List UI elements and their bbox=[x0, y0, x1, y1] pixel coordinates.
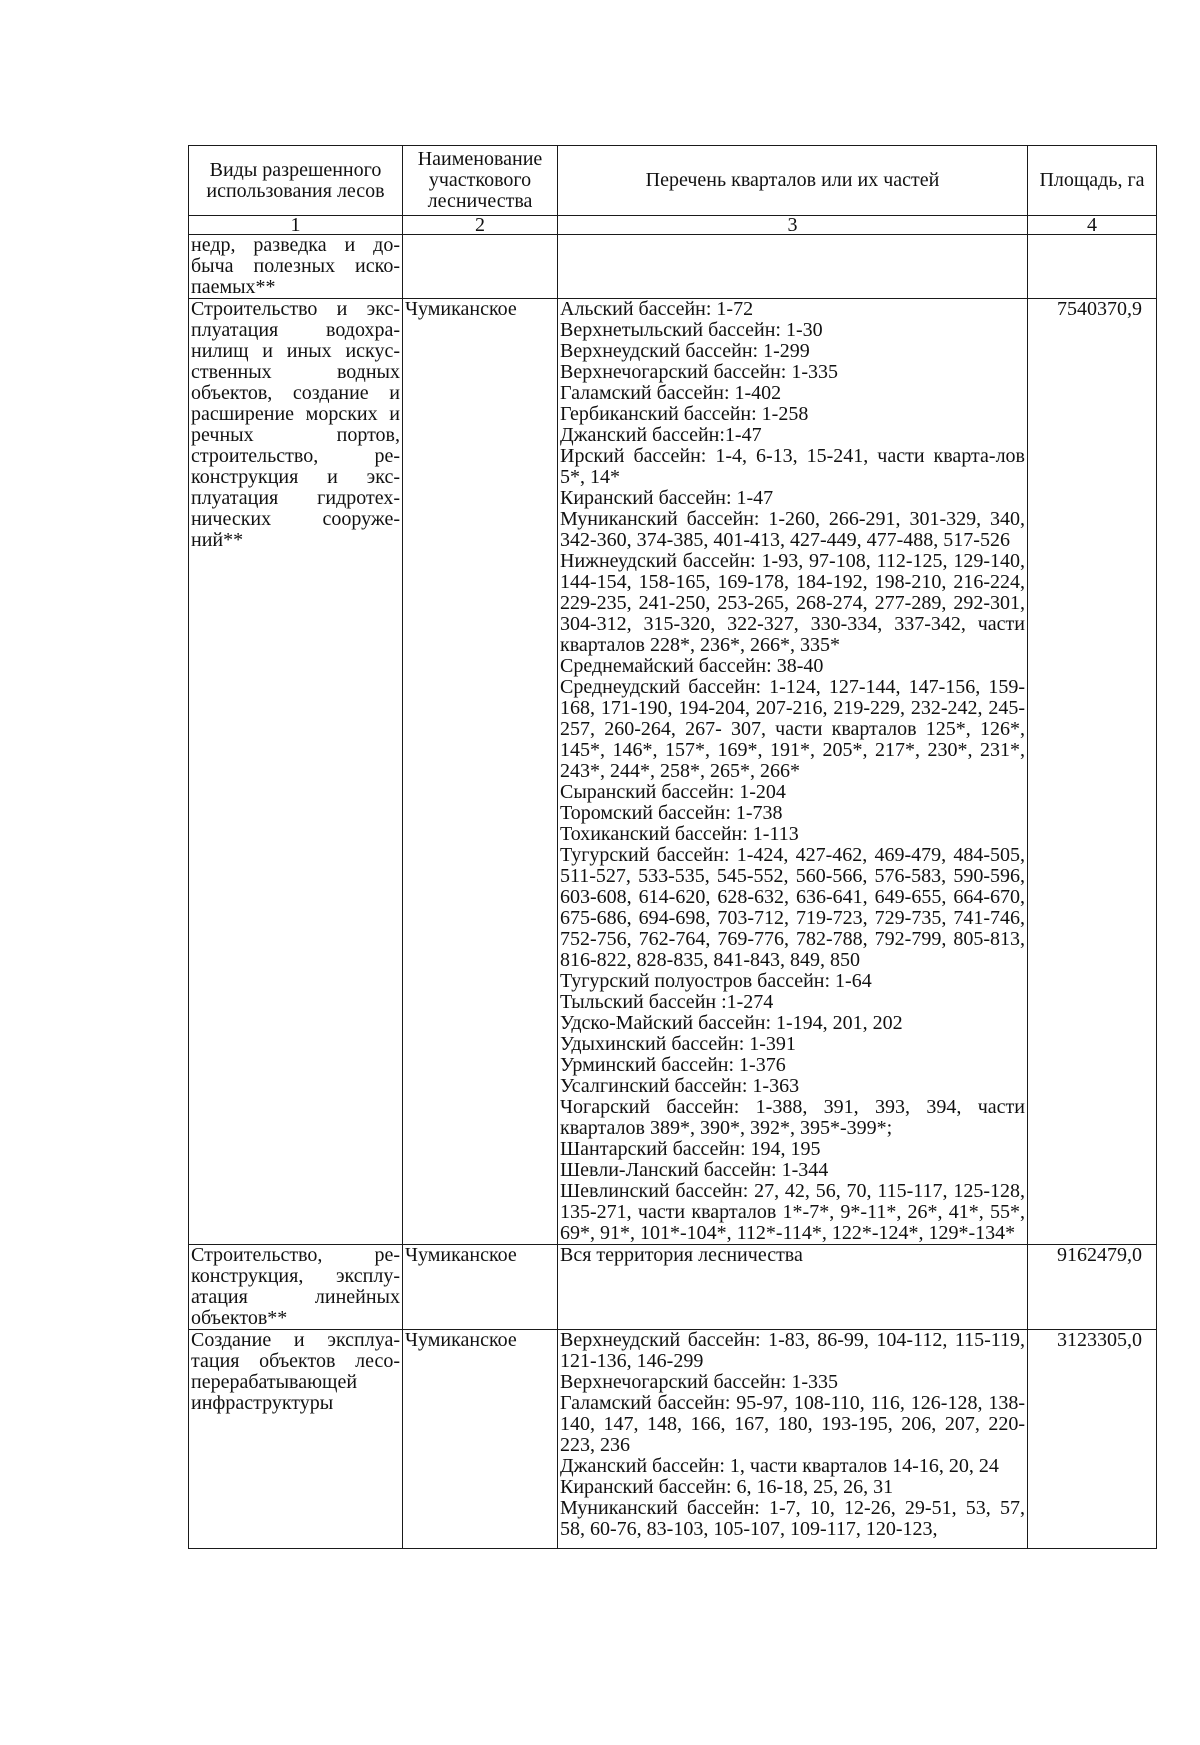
quarter-entry: Усалгинский бассейн: 1-363 bbox=[560, 1075, 800, 1097]
column-number: 3 bbox=[558, 216, 1028, 235]
use-type-cell: Строительство, ре-конструкция, эксплу-атация линейных объектов** bbox=[189, 1245, 403, 1330]
quarter-entry: Галамский бассейн: 1-402 bbox=[560, 382, 782, 404]
column-number: 1 bbox=[189, 216, 403, 235]
quarter-entry: Муниканский бассейн: 1-260, 266-291, 301-329, 340, 342-360, 374-385, 401-413, 427-449, 477-488, 517-526 bbox=[560, 508, 1025, 551]
use-type-cell: недр, разведка и до-быча полезных иско-паемых** bbox=[189, 235, 403, 299]
quarter-entry: Джанский бассейн:1-47 bbox=[560, 424, 762, 446]
forestry-cell: Чумиканское bbox=[403, 1330, 558, 1549]
quarter-entry: Верхнеудский бассейн: 1-83, 86-99, 104-112, 115-119, 121-136, 146-299 bbox=[560, 1329, 1025, 1372]
forest-use-table bbox=[188, 145, 1157, 1549]
table-row bbox=[189, 1330, 1157, 1549]
column-number: 2 bbox=[403, 216, 558, 235]
quarter-entry: Киранский бассейн: 1-47 bbox=[560, 487, 774, 509]
quarter-entry: Муниканский бассейн: 1-7, 10, 12-26, 29-51, 53, 57, 58, 60-76, 83-103, 105-107, 109-117, 120-123, bbox=[560, 1497, 1025, 1540]
quarter-entry: Удско-Майский бассейн: 1-194, 201, 202 bbox=[560, 1012, 903, 1034]
forestry-cell: Чумиканское bbox=[403, 1245, 558, 1330]
quarter-entry: Чогарский бассейн: 1-388, 391, 393, 394, части кварталов 389*, 390*, 392*, 395*-399*; bbox=[560, 1096, 1025, 1139]
quarter-entry: Шантарский бассейн: 194, 195 bbox=[560, 1138, 821, 1160]
quarter-entry: Нижнеудский бассейн: 1-93, 97-108, 112-125, 129-140, 144-154, 158-165, 169-178, 184-192, 198-210, 216-224, 229-235, 241-250, 253-265, 268-274, 277-289, 292-301, 304-312, 315-320, 322-327, 330-334, 337-342, части кварталов 228*, 236*, 266*, 335* bbox=[560, 550, 1025, 656]
quarters-cell bbox=[558, 299, 1028, 1245]
quarter-entry: Ирский бассейн: 1-4, 6-13, 15-241, части кварта-лов 5*, 14* bbox=[560, 445, 1025, 488]
quarter-entry: Верхнечогарский бассейн: 1-335 bbox=[560, 361, 838, 383]
header-quarters: Перечень кварталов или их частей bbox=[558, 146, 1028, 216]
quarter-entry: Сыранский бассейн: 1-204 bbox=[560, 781, 786, 803]
area-cell: 3123305,0 bbox=[1028, 1330, 1157, 1549]
quarter-entry: Урминский бассейн: 1-376 bbox=[560, 1054, 786, 1076]
quarter-entry: Шевлинский бассейн: 27, 42, 56, 70, 115-117, 125-128, 135-271, части кварталов 1*-7*, 9*-11*, 26*, 41*, 55*, 69*, 91*, 101*-104*, 112*-114*, 122*-124*, 129*-134* bbox=[560, 1180, 1025, 1244]
use-type-cell: Строительство и экс-плуатация водохра-нилищ и иных искус-ственных водных объектов, создание и расширение морских и речных портов, строительство, ре-конструкция и экс-плуатация гидротех-нических сооруже-ний** bbox=[189, 299, 403, 1245]
area-cell: 7540370,9 bbox=[1028, 299, 1157, 1245]
quarter-entry: Альский бассейн: 1-72 bbox=[560, 298, 754, 320]
quarter-entry: Удыхинский бассейн: 1-391 bbox=[560, 1033, 796, 1055]
table-row bbox=[189, 235, 1157, 299]
header-row bbox=[189, 146, 1157, 216]
quarter-entry: Галамский бассейн: 95-97, 108-110, 116, 126-128, 138-140, 147, 148, 166, 167, 180, 193-195, 206, 207, 220-223, 236 bbox=[560, 1392, 1025, 1456]
use-type-cell: Создание и эксплуа-тация объектов лесо-перерабатывающей инфраструктуры bbox=[189, 1330, 403, 1549]
quarter-entry: Торомский бассейн: 1-738 bbox=[560, 802, 783, 824]
quarter-entry: Среднеудский бассейн: 1-124, 127-144, 147-156, 159-168, 171-190, 194-204, 207-216, 219-229, 232-242, 245-257, 260-264, 267- 307, части кварталов 125*, 126*, 145*, 146*, 157*, 169*, 191*, 205*, 217*, 230*, 231*, 243*, 244*, 258*, 265*, 266* bbox=[560, 676, 1025, 782]
quarter-entry: Среднемайский бассейн: 38-40 bbox=[560, 655, 824, 677]
forestry-cell: Чумиканское bbox=[403, 299, 558, 1245]
quarter-entry: Тугурский полуостров бассейн: 1-64 bbox=[560, 970, 872, 992]
quarter-entry: Гербиканский бассейн: 1-258 bbox=[560, 403, 809, 425]
quarter-entry: Тохиканский бассейн: 1-113 bbox=[560, 823, 799, 845]
quarter-entry: Верхнеудский бассейн: 1-299 bbox=[560, 340, 810, 362]
table-row bbox=[189, 299, 1157, 1245]
quarter-entry: Верхнетыльский бассейн: 1-30 bbox=[560, 319, 823, 341]
quarter-entry: Вся территория лесничества bbox=[560, 1244, 803, 1266]
table-row bbox=[189, 1245, 1157, 1330]
quarters-cell bbox=[558, 235, 1028, 299]
quarter-entry: Верхнечогарский бассейн: 1-335 bbox=[560, 1371, 838, 1393]
quarter-entry: Тугурский бассейн: 1-424, 427-462, 469-479, 484-505, 511-527, 533-535, 545-552, 560-566, 576-583, 590-596, 603-608, 614-620, 628-632, 636-641, 649-655, 664-670, 675-686, 694-698, 703-712, 719-723, 729-735, 741-746, 752-756, 762-764, 769-776, 782-788, 792-799, 805-813, 816-822, 828-835, 841-843, 849, 850 bbox=[560, 844, 1025, 971]
column-number: 4 bbox=[1028, 216, 1157, 235]
forestry-cell bbox=[403, 235, 558, 299]
area-cell: 9162479,0 bbox=[1028, 1245, 1157, 1330]
quarter-entry: Тыльский бассейн :1-274 bbox=[560, 991, 774, 1013]
area-cell bbox=[1028, 235, 1157, 299]
header-use-type: Виды разрешенного использования лесов bbox=[189, 146, 403, 216]
quarter-entry: Шевли-Ланский бассейн: 1-344 bbox=[560, 1159, 829, 1181]
quarter-entry: Джанский бассейн: 1, части кварталов 14-16, 20, 24 bbox=[560, 1455, 999, 1477]
column-number-row bbox=[189, 216, 1157, 235]
quarters-cell bbox=[558, 1330, 1028, 1549]
quarters-cell bbox=[558, 1245, 1028, 1330]
quarter-entry: Киранский бассейн: 6, 16-18, 25, 26, 31 bbox=[560, 1476, 894, 1498]
header-area: Площадь, га bbox=[1028, 146, 1157, 216]
header-forestry: Наименование участкового лесничества bbox=[403, 146, 558, 216]
